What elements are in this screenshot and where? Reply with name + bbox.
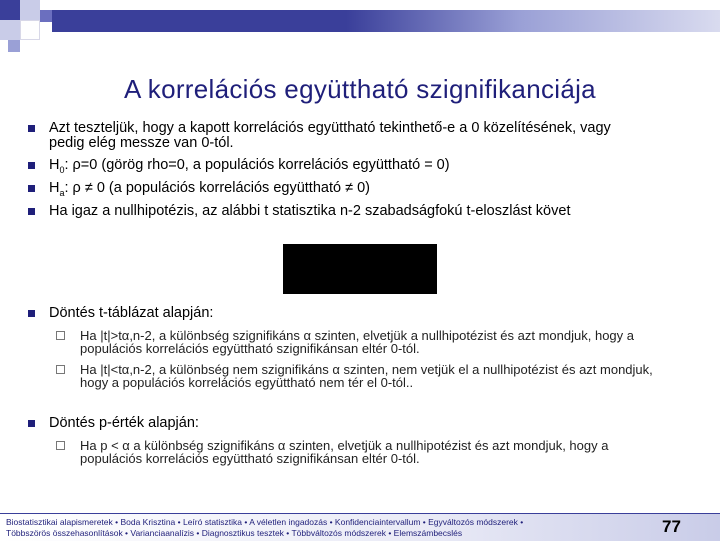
decor-square xyxy=(8,40,20,52)
slide-footer xyxy=(0,513,720,541)
bullet-text: Azt teszteljük, hogy a kapott korrelációs együttható tekinthető-e a 0 közelítésének, vagy pedig elég messze van 0-tól. xyxy=(49,120,611,151)
checkbox-bullet-icon xyxy=(56,441,65,450)
decor-square xyxy=(40,10,52,22)
sub-bullet-text: Ha p < α a különbség szignifikáns α szinten, elvetjük a nullhipotézist és azt mondjuk, hogy a populációs korrelációs együttható szignifikánsan eltér 0-tól. xyxy=(80,438,609,466)
header-stripe xyxy=(52,32,720,34)
t-statistic-formula-image xyxy=(283,244,437,294)
bullet-text xyxy=(49,181,689,201)
bullet-square-icon xyxy=(28,208,35,215)
bullet-text xyxy=(49,158,689,178)
checkbox-bullet-icon xyxy=(56,331,65,340)
decor-square xyxy=(20,0,40,20)
footer-topics-line: Többszörös összehasonlítások • Varianciaanalízis • Diagnosztikus tesztek • Többváltozós módszerek • Elemszámbecslés xyxy=(6,528,463,538)
sub-bullet-text: Ha |t|<tα,n-2, a különbség nem szignifikáns α szinten, nem vetjük el a nullhipotézist és azt mondjuk, hogy a populációs korrelációs együttható nem tér el 0-tól.. xyxy=(80,362,653,390)
bullet-square-icon xyxy=(28,125,35,132)
bullet-square-icon xyxy=(28,162,35,169)
header-bar xyxy=(52,10,720,32)
bullet-square-icon xyxy=(28,310,35,317)
bullet-square-icon xyxy=(28,185,35,192)
bullet-text: Döntés p-érték alapján: xyxy=(49,415,199,431)
bullet-square-icon xyxy=(28,420,35,427)
hypothesis-prefix: H xyxy=(49,157,60,173)
checkbox-bullet-icon xyxy=(56,365,65,374)
decor-square xyxy=(0,20,20,40)
decor-square xyxy=(20,20,40,40)
bullet-text: Ha igaz a nullhipotézis, az alábbi t statisztika n-2 szabadságfokú t-eloszlást követ xyxy=(49,203,571,219)
decor-square xyxy=(0,0,20,20)
hypothesis-text: : ρ ≠ 0 (a populációs korrelációs együttható ≠ 0) xyxy=(64,180,370,196)
hypothesis-subscript: a xyxy=(59,187,65,198)
hypothesis-subscript: 0 xyxy=(59,164,65,175)
sub-bullet-text: Ha |t|>tα,n-2, a különbség szignifikáns α szinten, elvetjük a nullhipotézist és azt mondjuk, hogy a populációs korrelációs együttható szignifikánsan eltér 0-tól. xyxy=(80,328,634,356)
footer-topics-line: Biostatisztikai alapismeretek • Boda Krisztina • Leíró statisztika • A véletlen ingadozás • Konfidenciaintervallum • Egyváltozós módszerek • xyxy=(6,517,524,527)
slide-title: A korrelációs együttható szignifikanciája xyxy=(124,74,596,104)
hypothesis-prefix: H xyxy=(49,180,60,196)
hypothesis-text: : ρ=0 (görög rho=0, a populációs korrelációs együttható = 0) xyxy=(64,157,450,173)
page-number: 77 xyxy=(662,517,681,536)
bullet-text: Döntés t-táblázat alapján: xyxy=(49,305,214,321)
